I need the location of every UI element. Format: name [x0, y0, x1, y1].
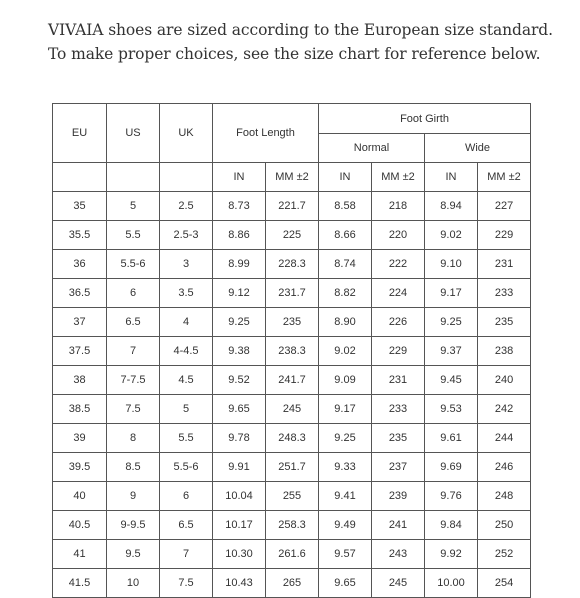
cell-us: 7-7.5: [107, 366, 160, 395]
cell-length-mm: 238.3: [266, 337, 319, 366]
cell-eu: 38: [53, 366, 107, 395]
cell-us: 7.5: [107, 395, 160, 424]
cell-normal-in: 9.02: [319, 337, 372, 366]
table-row: [53, 337, 531, 366]
cell-eu: 39: [53, 424, 107, 453]
cell-wide-in: 9.45: [425, 366, 478, 395]
cell-uk: 5.5: [160, 424, 213, 453]
cell-length-in: 8.86: [213, 221, 266, 250]
cell-wide-in: 9.37: [425, 337, 478, 366]
cell-normal-in: 8.74: [319, 250, 372, 279]
header-blank: [107, 163, 160, 192]
size-chart-body: [53, 192, 531, 598]
cell-normal-mm: 231: [372, 366, 425, 395]
table-row: [53, 250, 531, 279]
cell-normal-mm: 218: [372, 192, 425, 221]
cell-uk: 2.5: [160, 192, 213, 221]
cell-wide-in: 9.76: [425, 482, 478, 511]
cell-uk: 5.5-6: [160, 453, 213, 482]
cell-length-mm: 261.6: [266, 540, 319, 569]
cell-uk: 4.5: [160, 366, 213, 395]
table-row: [53, 482, 531, 511]
cell-wide-mm: 246: [478, 453, 531, 482]
table-row: [53, 308, 531, 337]
header-length-mm: MM ±2: [266, 163, 319, 192]
cell-us: 9: [107, 482, 160, 511]
header-wide: Wide: [425, 134, 531, 163]
header-wide-in: IN: [425, 163, 478, 192]
cell-eu: 39.5: [53, 453, 107, 482]
cell-wide-in: 9.92: [425, 540, 478, 569]
table-row: [53, 569, 531, 598]
cell-normal-in: 9.09: [319, 366, 372, 395]
cell-normal-in: 9.49: [319, 511, 372, 540]
cell-length-mm: 241.7: [266, 366, 319, 395]
cell-eu: 37.5: [53, 337, 107, 366]
cell-wide-in: 8.94: [425, 192, 478, 221]
size-chart-table: [52, 103, 531, 598]
cell-eu: 35.5: [53, 221, 107, 250]
cell-length-mm: 235: [266, 308, 319, 337]
cell-wide-in: 9.17: [425, 279, 478, 308]
table-row: [53, 221, 531, 250]
cell-us: 9.5: [107, 540, 160, 569]
cell-normal-mm: 243: [372, 540, 425, 569]
table-row: [53, 511, 531, 540]
cell-normal-in: 9.33: [319, 453, 372, 482]
cell-eu: 36.5: [53, 279, 107, 308]
cell-wide-mm: 244: [478, 424, 531, 453]
header-blank: [53, 163, 107, 192]
cell-normal-in: 9.57: [319, 540, 372, 569]
cell-eu: 37: [53, 308, 107, 337]
cell-us: 9-9.5: [107, 511, 160, 540]
header-eu: EU: [53, 104, 107, 163]
cell-uk: 7: [160, 540, 213, 569]
cell-normal-mm: 224: [372, 279, 425, 308]
cell-length-mm: 228.3: [266, 250, 319, 279]
header-length-in: IN: [213, 163, 266, 192]
cell-wide-in: 9.53: [425, 395, 478, 424]
cell-us: 6.5: [107, 308, 160, 337]
cell-normal-mm: 239: [372, 482, 425, 511]
cell-uk: 4-4.5: [160, 337, 213, 366]
header-normal-in: IN: [319, 163, 372, 192]
cell-wide-mm: 238: [478, 337, 531, 366]
cell-wide-in: 10.00: [425, 569, 478, 598]
cell-wide-mm: 231: [478, 250, 531, 279]
cell-length-in: 9.91: [213, 453, 266, 482]
cell-length-in: 10.30: [213, 540, 266, 569]
intro-line-2: To make proper choices, see the size chart for reference below.: [48, 45, 541, 63]
table-row: [53, 395, 531, 424]
cell-normal-mm: 233: [372, 395, 425, 424]
table-row: [53, 366, 531, 395]
cell-uk: 4: [160, 308, 213, 337]
cell-wide-mm: 235: [478, 308, 531, 337]
cell-uk: 6: [160, 482, 213, 511]
cell-length-in: 9.12: [213, 279, 266, 308]
cell-eu: 41: [53, 540, 107, 569]
cell-length-mm: 225: [266, 221, 319, 250]
cell-us: 5.5: [107, 221, 160, 250]
cell-length-in: 9.25: [213, 308, 266, 337]
cell-us: 8: [107, 424, 160, 453]
cell-us: 10: [107, 569, 160, 598]
cell-length-in: 10.43: [213, 569, 266, 598]
cell-length-mm: 251.7: [266, 453, 319, 482]
cell-normal-in: 9.25: [319, 424, 372, 453]
cell-length-in: 9.65: [213, 395, 266, 424]
cell-length-in: 8.99: [213, 250, 266, 279]
header-uk: UK: [160, 104, 213, 163]
cell-length-in: 9.78: [213, 424, 266, 453]
cell-length-mm: 221.7: [266, 192, 319, 221]
cell-wide-mm: 229: [478, 221, 531, 250]
cell-length-mm: 231.7: [266, 279, 319, 308]
cell-wide-in: 9.25: [425, 308, 478, 337]
header-normal-mm: MM ±2: [372, 163, 425, 192]
table-row: [53, 192, 531, 221]
cell-eu: 40: [53, 482, 107, 511]
intro-line-1: VIVAIA shoes are sized according to the European size standard.: [48, 21, 553, 39]
size-chart-header: [53, 104, 531, 192]
cell-length-in: 10.17: [213, 511, 266, 540]
cell-wide-in: 9.61: [425, 424, 478, 453]
cell-wide-mm: 242: [478, 395, 531, 424]
cell-us: 5: [107, 192, 160, 221]
cell-length-mm: 248.3: [266, 424, 319, 453]
header-normal: Normal: [319, 134, 425, 163]
cell-normal-in: 8.82: [319, 279, 372, 308]
cell-wide-in: 9.69: [425, 453, 478, 482]
cell-us: 5.5-6: [107, 250, 160, 279]
cell-wide-mm: 233: [478, 279, 531, 308]
cell-length-mm: 255: [266, 482, 319, 511]
cell-wide-mm: 248: [478, 482, 531, 511]
cell-length-mm: 258.3: [266, 511, 319, 540]
cell-normal-mm: 220: [372, 221, 425, 250]
cell-eu: 38.5: [53, 395, 107, 424]
cell-us: 8.5: [107, 453, 160, 482]
intro-text: [48, 18, 568, 66]
cell-length-in: 9.38: [213, 337, 266, 366]
cell-normal-mm: 226: [372, 308, 425, 337]
cell-normal-in: 9.65: [319, 569, 372, 598]
cell-wide-mm: 252: [478, 540, 531, 569]
cell-us: 6: [107, 279, 160, 308]
table-row: [53, 424, 531, 453]
cell-normal-in: 8.90: [319, 308, 372, 337]
cell-length-mm: 245: [266, 395, 319, 424]
cell-wide-in: 9.84: [425, 511, 478, 540]
table-row: [53, 540, 531, 569]
cell-wide-in: 9.02: [425, 221, 478, 250]
cell-uk: 5: [160, 395, 213, 424]
header-us: US: [107, 104, 160, 163]
cell-wide-mm: 250: [478, 511, 531, 540]
cell-length-mm: 265: [266, 569, 319, 598]
cell-normal-mm: 235: [372, 424, 425, 453]
cell-normal-mm: 237: [372, 453, 425, 482]
cell-length-in: 10.04: [213, 482, 266, 511]
cell-normal-in: 9.41: [319, 482, 372, 511]
cell-normal-mm: 222: [372, 250, 425, 279]
cell-uk: 3: [160, 250, 213, 279]
cell-wide-in: 9.10: [425, 250, 478, 279]
header-foot-length: Foot Length: [213, 104, 319, 163]
cell-normal-in: 8.66: [319, 221, 372, 250]
cell-eu: 35: [53, 192, 107, 221]
cell-eu: 40.5: [53, 511, 107, 540]
cell-length-in: 8.73: [213, 192, 266, 221]
cell-uk: 6.5: [160, 511, 213, 540]
header-blank: [160, 163, 213, 192]
cell-wide-mm: 227: [478, 192, 531, 221]
cell-wide-mm: 254: [478, 569, 531, 598]
table-row: [53, 279, 531, 308]
table-row: [53, 453, 531, 482]
cell-uk: 7.5: [160, 569, 213, 598]
cell-uk: 3.5: [160, 279, 213, 308]
header-wide-mm: MM ±2: [478, 163, 531, 192]
cell-wide-mm: 240: [478, 366, 531, 395]
header-foot-girth: Foot Girth: [319, 104, 531, 134]
cell-normal-in: 9.17: [319, 395, 372, 424]
cell-eu: 41.5: [53, 569, 107, 598]
cell-length-in: 9.52: [213, 366, 266, 395]
cell-us: 7: [107, 337, 160, 366]
cell-normal-mm: 229: [372, 337, 425, 366]
cell-normal-mm: 241: [372, 511, 425, 540]
cell-normal-in: 8.58: [319, 192, 372, 221]
cell-uk: 2.5-3: [160, 221, 213, 250]
cell-eu: 36: [53, 250, 107, 279]
cell-normal-mm: 245: [372, 569, 425, 598]
